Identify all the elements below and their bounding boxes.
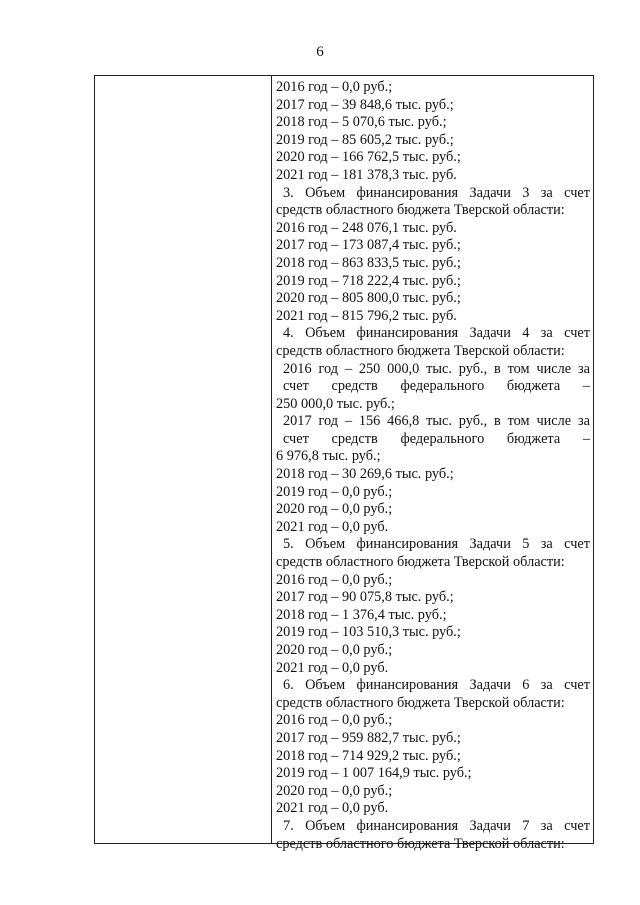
text-line: 2016 год – 250 000,0 тыс. руб., в том числе за xyxy=(283,360,590,377)
text-line: 4. Объем финансирования Задачи 4 за счет xyxy=(283,325,590,342)
text-line: 2019 год – 1 007 164,9 тыс. руб.; xyxy=(276,765,472,782)
text-line: средств областного бюджета Тверской области: xyxy=(276,554,565,571)
text-line: 2020 год – 166 762,5 тыс. руб.; xyxy=(276,149,461,166)
text-line: 2019 год – 103 510,3 тыс. руб.; xyxy=(276,624,461,641)
text-line: 2019 год – 718 222,4 тыс. руб.; xyxy=(276,272,461,289)
text-line: 2016 год – 0,0 руб.; xyxy=(276,571,393,588)
text-line: 2020 год – 0,0 руб.; xyxy=(276,501,393,518)
text-line: 2018 год – 1 376,4 тыс. руб.; xyxy=(276,606,447,623)
text-line: 2017 год – 39 848,6 тыс. руб.; xyxy=(276,96,454,113)
text-line: счет средств федерального бюджета – xyxy=(283,430,590,447)
text-line: 2020 год – 805 800,0 тыс. руб.; xyxy=(276,290,461,307)
text-line: 7. Объем финансирования Задачи 7 за счет xyxy=(283,817,590,834)
text-line: 2021 год – 0,0 руб. xyxy=(276,518,389,535)
text-line: 2021 год – 181 378,3 тыс. руб. xyxy=(276,166,457,183)
text-line: 6. Объем финансирования Задачи 6 за счет xyxy=(283,677,590,694)
table-right-cell xyxy=(276,79,590,853)
text-line: 2016 год – 0,0 руб.; xyxy=(276,79,393,95)
text-line: 250 000,0 тыс. руб.; xyxy=(276,395,395,412)
text-line: 2016 год – 248 076,1 тыс. руб. xyxy=(276,219,457,236)
page-number: 6 xyxy=(316,44,324,60)
text-line: 6 976,8 тыс. руб.; xyxy=(276,448,381,465)
text-line: 3. Объем финансирования Задачи 3 за счет xyxy=(283,184,590,201)
text-line: счет средств федерального бюджета – xyxy=(283,378,590,395)
text-line: 2018 год – 30 269,6 тыс. руб.; xyxy=(276,466,454,483)
text-line: 2021 год – 0,0 руб. xyxy=(276,659,389,676)
text-line: 2018 год – 714 929,2 тыс. руб.; xyxy=(276,747,461,764)
text-line: 2018 год – 863 833,5 тыс. руб.; xyxy=(276,254,461,271)
text-line: 2017 год – 156 466,8 тыс. руб., в том числе за xyxy=(283,413,590,430)
text-line: 2016 год – 0,0 руб.; xyxy=(276,712,393,729)
text-line: 2019 год – 0,0 руб.; xyxy=(276,483,393,500)
text-line: 2021 год – 815 796,2 тыс. руб. xyxy=(276,307,457,324)
text-line: средств областного бюджета Тверской области: xyxy=(276,342,565,359)
text-line: 2019 год – 85 605,2 тыс. руб.; xyxy=(276,131,454,148)
text-line: 2017 год – 90 075,8 тыс. руб.; xyxy=(276,589,454,606)
document-table xyxy=(94,75,594,852)
text-line: 2020 год – 0,0 руб.; xyxy=(276,642,393,658)
text-line: 5. Объем финансирования Задачи 5 за счет xyxy=(283,536,590,553)
text-line: средств областного бюджета Тверской области: xyxy=(276,694,565,711)
text-line: 2020 год – 0,0 руб.; xyxy=(276,782,393,799)
text-line: 2018 год – 5 070,6 тыс. руб.; xyxy=(276,114,447,131)
text-line: 2021 год – 0,0 руб. xyxy=(276,800,389,817)
text-line: 2017 год – 173 087,4 тыс. руб.; xyxy=(276,237,461,254)
text-line: 2017 год – 959 882,7 тыс. руб.; xyxy=(276,729,461,746)
table-left-cell xyxy=(95,76,272,843)
text-line: средств областного бюджета Тверской области: xyxy=(276,202,565,219)
text-line: средств областного бюджета Тверской области: xyxy=(276,835,565,852)
